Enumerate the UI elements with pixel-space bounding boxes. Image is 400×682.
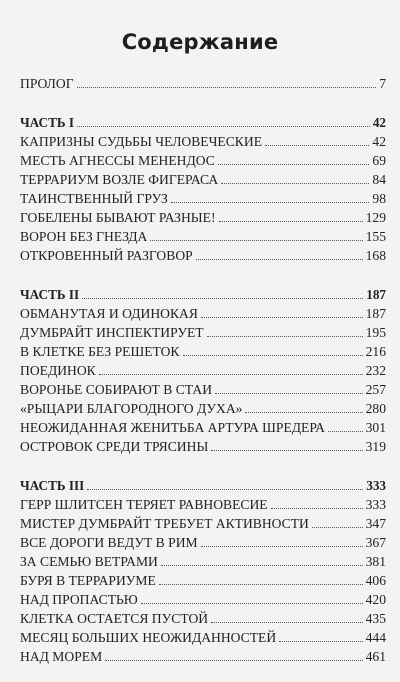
- toc-entry: [20, 399, 386, 418]
- toc-entry-title: МЕСТЬ АГНЕССЫ МЕНЕНДОС: [20, 153, 215, 168]
- dot-leader: [159, 584, 363, 585]
- toc-entry: [20, 361, 386, 380]
- section-spacer: [20, 265, 386, 285]
- dot-leader: [141, 603, 363, 604]
- toc-entry-title: МИСТЕР ДУМБРАЙТ ТРЕБУЕТ АКТИВНОСТИ: [20, 516, 309, 531]
- dot-leader: [161, 565, 363, 566]
- dot-leader: [265, 145, 369, 146]
- dot-leader: [207, 336, 363, 337]
- toc-entry: [20, 437, 386, 456]
- toc-entry: [20, 514, 386, 533]
- toc-entry: [20, 170, 386, 189]
- toc-page-number: 216: [365, 344, 386, 359]
- toc-entry: [20, 590, 386, 609]
- toc-page-number: 195: [365, 325, 386, 340]
- toc-page-number: 187: [366, 287, 386, 302]
- toc-entry-title: ТАИНСТВЕННЫЙ ГРУЗ: [20, 191, 168, 206]
- toc-entry-title: ЧАСТЬ III: [20, 478, 85, 493]
- dot-leader: [211, 622, 363, 623]
- toc-page-number: 367: [365, 535, 386, 550]
- toc-page-number: 280: [365, 401, 386, 416]
- toc-entry-title: КЛЕТКА ОСТАЕТСЯ ПУСТОЙ: [20, 611, 209, 626]
- toc-entry-title: ОСТРОВОК СРЕДИ ТРЯСИНЫ: [20, 439, 209, 454]
- dot-leader: [312, 527, 363, 528]
- toc-entry: [20, 227, 386, 246]
- toc-entry-title: ОТКРОВЕННЫЙ РАЗГОВОР: [20, 248, 193, 263]
- toc-page-number: 406: [365, 573, 386, 588]
- dot-leader: [271, 508, 363, 509]
- table-of-contents: [20, 74, 386, 666]
- dot-leader: [201, 317, 363, 318]
- toc-entry-title: ПОЕДИНОК: [20, 363, 96, 378]
- toc-entry: [20, 74, 386, 93]
- toc-entry: [20, 323, 386, 342]
- toc-part-heading: [20, 476, 386, 495]
- toc-entry: [20, 246, 386, 265]
- toc-page-number: 333: [365, 497, 386, 512]
- toc-page-number: 333: [366, 478, 386, 493]
- dot-leader: [218, 164, 370, 165]
- toc-entry: [20, 533, 386, 552]
- toc-entry-title: БУРЯ В ТЕРРАРИУМЕ: [20, 573, 156, 588]
- dot-leader: [219, 221, 363, 222]
- toc-entry: [20, 304, 386, 323]
- toc-entry: [20, 132, 386, 151]
- section-spacer: [20, 456, 386, 476]
- toc-page-number: 381: [365, 554, 386, 569]
- toc-entry: [20, 609, 386, 628]
- toc-page-number: 42: [372, 134, 386, 149]
- toc-part-heading: [20, 285, 386, 304]
- toc-entry-title: ВОРОНЬЕ СОБИРАЮТ В СТАИ: [20, 382, 213, 397]
- toc-entry: [20, 208, 386, 227]
- toc-page-number: 155: [365, 229, 386, 244]
- toc-entry: [20, 571, 386, 590]
- toc-entry-title: ГОБЕЛЕНЫ БЫВАЮТ РАЗНЫЕ!: [20, 210, 216, 225]
- toc-entry-title: В КЛЕТКЕ БЕЗ РЕШЕТОК: [20, 344, 180, 359]
- dot-leader: [77, 87, 377, 88]
- toc-page-number: 129: [365, 210, 386, 225]
- toc-entry: [20, 647, 386, 666]
- toc-entry-title: ВСЕ ДОРОГИ ВЕДУТ В РИМ: [20, 535, 198, 550]
- toc-page-number: 168: [365, 248, 386, 263]
- dot-leader: [279, 641, 362, 642]
- toc-page-number: 301: [365, 420, 386, 435]
- toc-entry: [20, 380, 386, 399]
- toc-page-number: 69: [372, 153, 386, 168]
- toc-entry-title: ЗА СЕМЬЮ ВЕТРАМИ: [20, 554, 158, 569]
- toc-entry-title: ДУМБРАЙТ ИНСПЕКТИРУЕТ: [20, 325, 204, 340]
- dot-leader: [221, 183, 369, 184]
- toc-entry-title: КАПРИЗНЫ СУДЬБЫ ЧЕЛОВЕЧЕСКИЕ: [20, 134, 262, 149]
- toc-entry-title: ОБМАНУТАЯ И ОДИНОКАЯ: [20, 306, 198, 321]
- toc-page-number: 257: [365, 382, 386, 397]
- page-title: Содержание: [121, 30, 279, 54]
- dot-leader: [150, 240, 362, 241]
- toc-entry-title: ЧАСТЬ II: [20, 287, 80, 302]
- toc-entry-title: НЕОЖИДАННАЯ ЖЕНИТЬБА АРТУРА ШРЕДЕРА: [20, 420, 325, 435]
- toc-entry: [20, 342, 386, 361]
- toc-entry-title: ПРОЛОГ: [20, 76, 74, 91]
- toc-entry-title: ГЕРР ШЛИТСЕН ТЕРЯЕТ РАВНОВЕСИЕ: [20, 497, 268, 512]
- toc-entry: [20, 189, 386, 208]
- dot-leader: [183, 355, 363, 356]
- toc-entry: [20, 495, 386, 514]
- toc-entry-title: НАД ПРОПАСТЬЮ: [20, 592, 138, 607]
- toc-page-number: 319: [365, 439, 386, 454]
- toc-page-number: 84: [372, 172, 386, 187]
- toc-entry-title: НАД МОРЕМ: [20, 649, 103, 664]
- toc-page-number: 187: [365, 306, 386, 321]
- dot-leader: [328, 431, 363, 432]
- toc-page-number: 435: [365, 611, 386, 626]
- dot-leader: [201, 546, 363, 547]
- dot-leader: [171, 202, 370, 203]
- toc-page-number: 232: [365, 363, 386, 378]
- toc-entry-title: ТЕРРАРИУМ ВОЗЛЕ ФИГЕРАСА: [20, 172, 219, 187]
- dot-leader: [82, 298, 363, 299]
- dot-leader: [99, 374, 363, 375]
- toc-entry: [20, 151, 386, 170]
- toc-page-number: 461: [365, 649, 386, 664]
- toc-page-number: 347: [365, 516, 386, 531]
- toc-page-number: 420: [365, 592, 386, 607]
- toc-entry: [20, 418, 386, 437]
- toc-entry-title: ЧАСТЬ I: [20, 115, 75, 130]
- toc-entry-title: «РЫЦАРИ БЛАГОРОДНОГО ДУХА»: [20, 401, 243, 416]
- dot-leader: [196, 259, 363, 260]
- toc-page-number: 7: [379, 76, 386, 91]
- toc-part-heading: [20, 113, 386, 132]
- dot-leader: [211, 450, 362, 451]
- section-spacer: [20, 93, 386, 113]
- toc-page-number: 444: [365, 630, 386, 645]
- dot-leader: [87, 489, 363, 490]
- toc-entry-title: ВОРОН БЕЗ ГНЕЗДА: [20, 229, 148, 244]
- toc-entry: [20, 552, 386, 571]
- toc-page-number: 42: [372, 115, 386, 130]
- toc-page-number: 98: [372, 191, 386, 206]
- toc-entry: [20, 628, 386, 647]
- dot-leader: [105, 660, 362, 661]
- toc-entry-title: МЕСЯЦ БОЛЬШИХ НЕОЖИДАННОСТЕЙ: [20, 630, 277, 645]
- dot-leader: [215, 393, 363, 394]
- dot-leader: [77, 126, 370, 127]
- dot-leader: [245, 412, 362, 413]
